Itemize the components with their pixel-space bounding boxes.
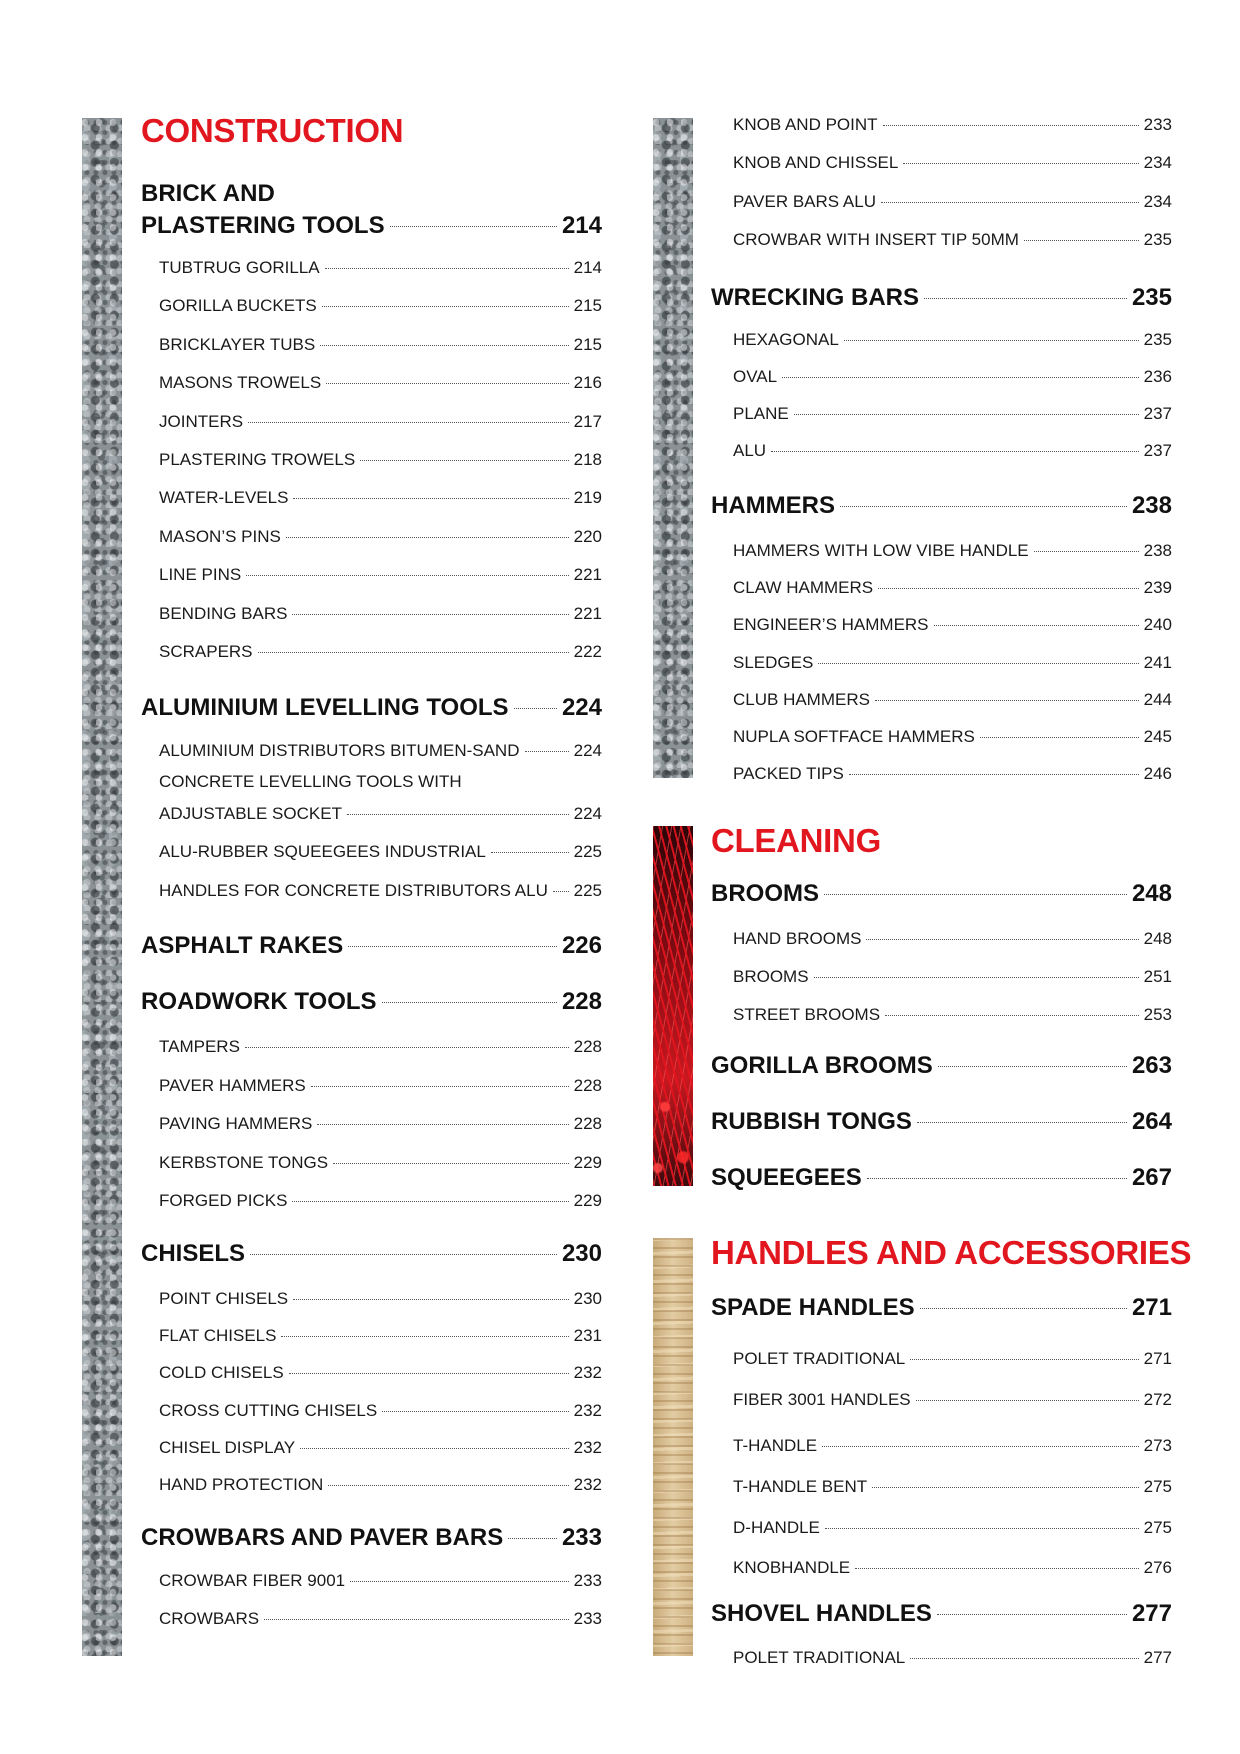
toc-item[interactable] <box>159 488 602 512</box>
toc-item-label: PAVER HAMMERS <box>159 1075 306 1095</box>
dot-leader <box>883 125 1139 126</box>
section-label: ROADWORK TOOLS <box>141 988 377 1015</box>
toc-item-label: D-HANDLE <box>733 1518 820 1537</box>
dot-leader <box>281 1336 568 1337</box>
section-shovel-handles[interactable] <box>711 1600 1172 1632</box>
toc-item-label: KNOBHANDLE <box>733 1558 851 1577</box>
section-squeegees[interactable] <box>711 1164 1172 1196</box>
page-number: 219 <box>573 488 602 508</box>
toc-item-label: HANDLES FOR CONCRETE DISTRIBUTORS ALU <box>159 881 548 900</box>
page-number: 229 <box>573 1191 602 1210</box>
dot-leader <box>491 852 569 853</box>
dot-leader <box>867 1178 1127 1179</box>
toc-item[interactable] <box>733 1648 1172 1672</box>
toc-item-label: FLAT CHISELS <box>159 1326 277 1346</box>
dot-leader <box>875 700 1139 701</box>
dot-leader <box>350 1581 569 1582</box>
toc-item-label: ALU-RUBBER SQUEEGEES INDUSTRIAL <box>159 842 486 861</box>
dot-leader <box>382 1002 557 1003</box>
page-number: 241 <box>1143 652 1172 672</box>
page-number: 235 <box>1143 330 1172 349</box>
toc-item[interactable] <box>733 230 1172 254</box>
dot-leader <box>317 1124 568 1125</box>
section-label: WRECKING BARS <box>711 284 919 311</box>
dot-leader <box>980 737 1139 738</box>
page-number: 215 <box>573 296 602 316</box>
page-number: 232 <box>573 1363 602 1383</box>
toc-item[interactable] <box>159 1363 602 1387</box>
toc-item-label: MASONS TROWELS <box>159 373 322 393</box>
dot-leader <box>325 268 569 269</box>
page-number: 228 <box>561 988 602 1015</box>
toc-item[interactable] <box>159 296 602 320</box>
wood-grain-strip <box>653 1238 693 1656</box>
page-number: 239 <box>1143 578 1172 598</box>
dot-leader <box>910 1658 1138 1659</box>
toc-item-label: MASON’S PINS <box>159 526 281 546</box>
toc-item[interactable] <box>159 1289 602 1313</box>
section-crowbars-and-paver-bars[interactable] <box>141 1524 602 1556</box>
toc-item-label: STREET BROOMS <box>733 1005 881 1024</box>
dot-leader <box>920 1308 1127 1309</box>
toc-item[interactable] <box>159 1438 602 1462</box>
page-number: 236 <box>1143 367 1172 386</box>
toc-item[interactable] <box>159 1401 602 1425</box>
toc-item[interactable] <box>159 741 602 765</box>
page-number: 221 <box>573 565 602 585</box>
toc-item-label: COLD CHISELS <box>159 1363 284 1383</box>
page-number: 253 <box>1143 1005 1172 1024</box>
dot-leader <box>844 340 1139 341</box>
dot-leader <box>286 537 569 538</box>
section-label: SQUEEGEES <box>711 1164 862 1191</box>
page-number: 226 <box>561 932 602 959</box>
dot-leader <box>924 298 1127 299</box>
page-number: 230 <box>561 1240 602 1267</box>
toc-item-label: JOINTERS <box>159 411 244 431</box>
dot-leader <box>246 575 568 576</box>
page-number: 244 <box>1143 689 1172 709</box>
dot-leader <box>292 1201 568 1202</box>
page-number: 225 <box>573 842 602 861</box>
toc-item-label: KERBSTONE TONGS <box>159 1152 329 1172</box>
toc-item-label: TUBTRUG GORILLA <box>159 258 320 277</box>
gravel-texture-strip-right <box>653 118 693 778</box>
page-number: 233 <box>1143 115 1172 134</box>
toc-item-label: PLASTERING TROWELS <box>159 450 356 469</box>
toc-item-label: KNOB AND POINT <box>733 115 878 134</box>
section-label: RUBBISH TONGS <box>711 1108 912 1135</box>
toc-item-label: CROWBAR WITH INSERT TIP 50MM <box>733 229 1019 249</box>
toc-item-label: T-HANDLE <box>733 1436 818 1455</box>
page-number: 215 <box>573 334 602 354</box>
dot-leader <box>866 939 1138 940</box>
toc-item-label: PACKED TIPS <box>733 764 844 784</box>
toc-item[interactable] <box>733 404 1172 428</box>
page-number: 221 <box>573 603 602 623</box>
toc-item[interactable] <box>733 1005 1172 1029</box>
page-number: 232 <box>573 1437 602 1457</box>
toc-item[interactable] <box>733 153 1172 177</box>
section-asphalt-rakes[interactable] <box>141 932 602 964</box>
toc-item[interactable] <box>159 1326 602 1350</box>
page-number: 232 <box>573 1475 602 1494</box>
toc-item[interactable] <box>159 450 602 474</box>
toc-item-label: SCRAPERS <box>159 642 253 661</box>
dot-leader <box>910 1359 1138 1360</box>
toc-item[interactable] <box>159 565 602 589</box>
page-number: 271 <box>1131 1294 1172 1321</box>
toc-item[interactable] <box>159 1037 602 1061</box>
toc-item-label: T-HANDLE BENT <box>733 1477 868 1496</box>
category-handles-and-accessories: HANDLES AND ACCESSORIES <box>711 1234 1192 1271</box>
toc-item[interactable] <box>733 1436 1172 1460</box>
dot-leader <box>348 946 557 947</box>
page-number: 271 <box>1143 1349 1172 1368</box>
page-number: 233 <box>573 1571 602 1590</box>
toc-item-label: NUPLA SOFTFACE HAMMERS <box>733 727 975 746</box>
toc-item[interactable] <box>733 967 1172 991</box>
toc-item-label: PAVER BARS ALU <box>733 191 876 211</box>
page-number: 263 <box>1131 1052 1172 1079</box>
toc-item[interactable] <box>159 642 602 666</box>
toc-item[interactable] <box>733 578 1172 602</box>
page-number: 228 <box>573 1075 602 1095</box>
dot-leader <box>782 377 1139 378</box>
page-number: 275 <box>1143 1477 1172 1496</box>
toc-item-label: BRICKLAYER TUBS <box>159 334 316 354</box>
page-number: 267 <box>1131 1164 1172 1191</box>
section-rubbish-tongs[interactable] <box>711 1108 1172 1140</box>
section-brick-heading-line1: BRICK AND <box>141 180 275 207</box>
dot-leader <box>264 1619 569 1620</box>
toc-item-label: BENDING BARS <box>159 603 288 623</box>
toc-item[interactable] <box>733 764 1172 788</box>
section-roadwork-tools[interactable] <box>141 988 602 1020</box>
section-label: HAMMERS <box>711 492 835 519</box>
toc-item-label: FORGED PICKS <box>159 1191 288 1210</box>
toc-item[interactable] <box>733 192 1172 216</box>
toc-item[interactable] <box>159 1475 602 1499</box>
toc-item-label: CONCRETE LEVELLING TOOLS WITH <box>159 772 462 791</box>
page-number: 251 <box>1143 967 1172 986</box>
dot-leader <box>934 625 1139 626</box>
page-number: 245 <box>1143 727 1172 746</box>
section-brooms[interactable] <box>711 880 1172 912</box>
section-label: ASPHALT RAKES <box>141 932 344 959</box>
toc-item[interactable] <box>159 804 602 828</box>
dot-leader <box>347 814 569 815</box>
toc-item-label: CHISEL DISPLAY <box>159 1437 296 1457</box>
dot-leader <box>814 977 1139 978</box>
section-hammers[interactable] <box>711 492 1172 524</box>
toc-item[interactable] <box>733 1477 1172 1501</box>
toc-item[interactable] <box>159 1609 602 1633</box>
toc-item-label: KNOB AND CHISSEL <box>733 153 899 173</box>
dot-leader <box>825 1528 1139 1529</box>
page-number: 234 <box>1143 153 1172 173</box>
toc-item-label: CLAW HAMMERS <box>733 578 874 598</box>
page-number: 276 <box>1143 1558 1172 1577</box>
toc-item[interactable] <box>733 653 1172 677</box>
dot-leader <box>292 614 568 615</box>
dot-leader <box>258 652 569 653</box>
page-number: 272 <box>1143 1390 1172 1409</box>
page-number: 232 <box>573 1400 602 1420</box>
dot-leader <box>311 1086 569 1087</box>
section-label: PLASTERING TOOLS <box>141 212 385 239</box>
toc-item[interactable] <box>733 615 1172 639</box>
dot-leader <box>525 751 569 752</box>
page-number: 277 <box>1131 1600 1172 1627</box>
toc-item[interactable] <box>733 1349 1172 1373</box>
toc-item-label: HEXAGONAL <box>733 330 839 349</box>
page-number: 273 <box>1143 1436 1172 1455</box>
page-number: 224 <box>573 741 602 760</box>
toc-item-label: PLANE <box>733 404 789 423</box>
toc-item-label: ALU <box>733 441 767 460</box>
dot-leader <box>390 226 557 227</box>
page-number: 238 <box>1131 492 1172 519</box>
dot-leader <box>289 1373 569 1374</box>
dot-leader <box>771 451 1139 452</box>
page-number: 235 <box>1131 284 1172 311</box>
toc-item-label: POINT CHISELS <box>159 1289 289 1308</box>
toc-item-label: CROWBAR FIBER 9001 <box>159 1571 346 1590</box>
dot-leader <box>885 1015 1139 1016</box>
gravel-texture-strip-left <box>82 118 122 1656</box>
toc-item-label: CLUB HAMMERS <box>733 689 870 709</box>
toc-item[interactable] <box>159 1114 602 1138</box>
toc-item[interactable] <box>159 1076 602 1100</box>
toc-item[interactable] <box>159 1153 602 1177</box>
page-number: 230 <box>573 1289 602 1308</box>
page-number: 214 <box>561 212 602 239</box>
toc-item[interactable] <box>733 1558 1172 1582</box>
toc-item[interactable] <box>733 929 1172 953</box>
section-label: BROOMS <box>711 880 819 907</box>
dot-leader <box>553 891 569 892</box>
category-construction: CONSTRUCTION <box>141 112 404 149</box>
toc-item[interactable] <box>733 541 1172 565</box>
toc-item[interactable] <box>159 604 602 628</box>
page-number: 264 <box>1131 1108 1172 1135</box>
page-number: 228 <box>573 1114 602 1133</box>
section-chisels[interactable] <box>141 1240 602 1272</box>
page-number: 228 <box>573 1037 602 1056</box>
page-number: 277 <box>1143 1648 1172 1667</box>
toc-item[interactable] <box>159 1571 602 1595</box>
toc-item[interactable] <box>159 335 602 359</box>
toc-item-label: ALUMINIUM DISTRIBUTORS BITUMEN-SAND <box>159 741 520 760</box>
section-spade-handles[interactable] <box>711 1294 1172 1326</box>
toc-item-label: WATER-LEVELS <box>159 488 289 508</box>
toc-item-label: FIBER 3001 HANDLES <box>733 1390 911 1409</box>
toc-item[interactable] <box>733 1390 1172 1414</box>
page-number: 220 <box>573 526 602 546</box>
page-number: 231 <box>573 1326 602 1346</box>
toc-item-label: HAND BROOMS <box>733 929 862 948</box>
dot-leader <box>250 1254 557 1255</box>
toc-item[interactable] <box>159 881 602 905</box>
section-label: CHISELS <box>141 1240 246 1267</box>
dot-leader <box>328 1485 568 1486</box>
toc-item[interactable] <box>159 527 602 551</box>
page-number: 216 <box>573 373 602 393</box>
dot-leader <box>360 460 568 461</box>
page-number: 275 <box>1143 1518 1172 1537</box>
page-number: 246 <box>1143 764 1172 784</box>
toc-item[interactable] <box>733 115 1172 139</box>
dot-leader <box>881 202 1139 203</box>
section-gorilla-brooms[interactable] <box>711 1052 1172 1084</box>
toc-item-label: GORILLA BUCKETS <box>159 296 317 316</box>
dot-leader <box>903 163 1138 164</box>
page-number: 233 <box>573 1609 602 1628</box>
dot-leader <box>840 506 1127 507</box>
page-number: 238 <box>1143 541 1172 560</box>
dot-leader <box>248 422 569 423</box>
toc-item-label: LINE PINS <box>159 565 242 585</box>
toc-item[interactable] <box>159 772 602 796</box>
page-number: 240 <box>1143 615 1172 635</box>
dot-leader <box>293 1299 569 1300</box>
section-label: CROWBARS AND PAVER BARS <box>141 1524 504 1551</box>
section-aluminium-levelling-tools[interactable] <box>141 694 602 726</box>
page-number: 222 <box>573 642 602 661</box>
toc-item-label: POLET TRADITIONAL <box>733 1648 906 1667</box>
dot-leader <box>917 1122 1127 1123</box>
section-label: SHOVEL HANDLES <box>711 1600 932 1627</box>
dot-leader <box>855 1568 1138 1569</box>
dot-leader <box>1024 240 1139 241</box>
toc-item[interactable] <box>733 441 1172 465</box>
page-number: 214 <box>573 258 602 277</box>
toc-item-label: BROOMS <box>733 967 809 986</box>
section-label: SPADE HANDLES <box>711 1294 915 1321</box>
page-number: 234 <box>1143 191 1172 211</box>
dot-leader <box>322 306 569 307</box>
page-number: 235 <box>1143 229 1172 249</box>
dot-leader <box>849 774 1139 775</box>
toc-item-label: HAND PROTECTION <box>159 1475 324 1494</box>
toc-item-label: POLET TRADITIONAL <box>733 1349 906 1368</box>
dot-leader <box>794 414 1139 415</box>
page-number: 248 <box>1143 929 1172 948</box>
dot-leader <box>326 383 568 384</box>
toc-item[interactable] <box>733 367 1172 391</box>
page-number: 224 <box>573 804 602 823</box>
dot-leader <box>818 663 1138 664</box>
toc-item-label: ENGINEER’S HAMMERS <box>733 615 929 635</box>
page-number: 233 <box>561 1524 602 1551</box>
dot-leader <box>300 1448 569 1449</box>
page-number: 229 <box>573 1152 602 1172</box>
toc-item[interactable] <box>733 1518 1172 1542</box>
toc-item[interactable] <box>159 842 602 866</box>
dot-leader <box>938 1066 1127 1067</box>
dot-leader <box>878 588 1139 589</box>
toc-item-label: PAVING HAMMERS <box>159 1114 313 1133</box>
toc-item-label: HAMMERS WITH LOW VIBE HANDLE <box>733 541 1029 560</box>
page-number: 217 <box>573 411 602 431</box>
dot-leader <box>508 1538 557 1539</box>
toc-item[interactable] <box>159 1191 602 1215</box>
toc-item-label: TAMPERS <box>159 1037 240 1056</box>
toc-item[interactable] <box>733 690 1172 714</box>
page-number: 225 <box>573 881 602 900</box>
toc-item[interactable] <box>159 412 602 436</box>
dot-leader <box>382 1411 568 1412</box>
page-number: 218 <box>573 450 602 469</box>
toc-item-label: ADJUSTABLE SOCKET <box>159 804 342 823</box>
toc-item-label: CROWBARS <box>159 1609 260 1628</box>
dot-leader <box>1034 551 1139 552</box>
section-brick-plastering-tools[interactable] <box>141 212 602 244</box>
page-number: 224 <box>561 694 602 721</box>
toc-item-label: SLEDGES <box>733 652 814 672</box>
category-cleaning: CLEANING <box>711 822 881 859</box>
toc-item[interactable] <box>159 258 602 282</box>
dot-leader <box>872 1487 1138 1488</box>
toc-item[interactable] <box>159 373 602 397</box>
toc-item-label: CROSS CUTTING CHISELS <box>159 1400 378 1420</box>
dot-leader <box>822 1446 1139 1447</box>
section-wrecking-bars[interactable] <box>711 284 1172 316</box>
section-label: GORILLA BROOMS <box>711 1052 933 1079</box>
dot-leader <box>514 708 557 709</box>
dot-leader <box>293 498 568 499</box>
page-number: 248 <box>1131 880 1172 907</box>
section-label: ALUMINIUM LEVELLING TOOLS <box>141 694 509 721</box>
dot-leader <box>937 1614 1127 1615</box>
toc-item[interactable] <box>733 727 1172 751</box>
dot-leader <box>245 1047 569 1048</box>
page-number: 237 <box>1143 404 1172 423</box>
toc-item-label: OVAL <box>733 367 778 386</box>
toc-item[interactable] <box>733 330 1172 354</box>
red-fiber-brush-image <box>653 826 693 1186</box>
page-number: 237 <box>1143 441 1172 460</box>
dot-leader <box>824 894 1127 895</box>
dot-leader <box>916 1400 1139 1401</box>
dot-leader <box>333 1163 569 1164</box>
dot-leader <box>320 345 568 346</box>
